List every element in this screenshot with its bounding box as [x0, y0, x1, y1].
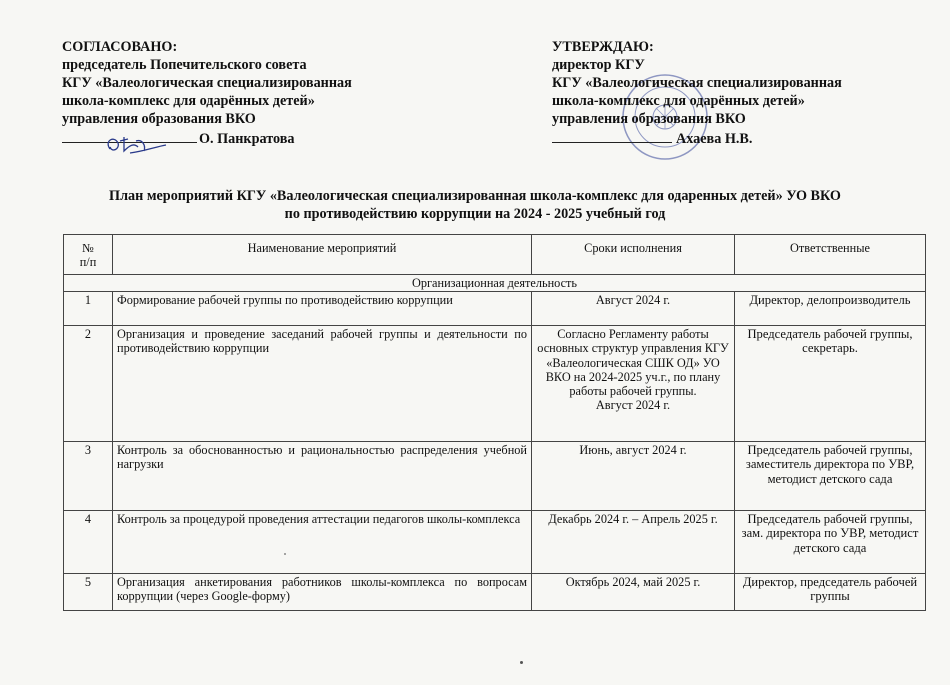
- row-deadline: Согласно Регламенту работы основных структур управления КГУ «Валеологическая СШК ОД» УО ВКО на 2024-2025 уч.г., по плану работы рабочей группы. Август 2024 г.: [532, 326, 735, 442]
- row-deadline: Август 2024 г.: [532, 292, 735, 326]
- agreed-org-line3: управления образования ВКО: [62, 111, 256, 127]
- agreed-position: председатель Попечительского совета: [62, 57, 307, 73]
- row-event-name: Организация анкетирования работников школы-комплекса по вопросам коррупции (через Google-форму): [113, 574, 532, 611]
- row-event-name: Контроль за процедурой проведения аттестации педагогов школы-комплекса: [113, 511, 532, 574]
- section-title: Организационная деятельность: [64, 275, 926, 292]
- handwritten-signature-icon: [100, 131, 170, 159]
- table-row: [64, 292, 926, 326]
- row-number: 3: [64, 442, 113, 511]
- approved-signer: Ахаева Н.В.: [676, 131, 753, 147]
- table-row: [64, 511, 926, 574]
- header-deadline: Сроки исполнения: [532, 235, 735, 275]
- document-title: [40, 187, 910, 223]
- title-line-2: по противодействию коррупции на 2024 - 2025 учебный год: [284, 206, 666, 222]
- row-responsible: Директор, председатель рабочей группы: [735, 574, 926, 611]
- scan-dot: [520, 661, 523, 664]
- row-number: 4: [64, 511, 113, 574]
- row-event-name: Формирование рабочей группы по противодействию коррупции: [113, 292, 532, 326]
- signature-underline: [552, 128, 672, 143]
- header-responsible: Ответственные: [735, 235, 926, 275]
- agreed-label: СОГЛАСОВАНО:: [62, 39, 178, 55]
- approved-org-line2: школа-комплекс для одарённых детей»: [552, 93, 805, 109]
- approved-org-line1: КГУ «Валеологическая специализированная: [552, 75, 842, 91]
- scan-dot: [284, 553, 286, 555]
- row-responsible: Председатель рабочей группы, секретарь.: [735, 326, 926, 442]
- row-responsible: Председатель рабочей группы, заместитель директора по УВР, методист детского сада: [735, 442, 926, 511]
- row-deadline: Июнь, август 2024 г.: [532, 442, 735, 511]
- approved-position: директор КГУ: [552, 57, 645, 73]
- row-number: 2: [64, 326, 113, 442]
- approved-signature-line: [552, 128, 932, 148]
- row-responsible: Председатель рабочей группы, зам. директора по УВР, методист детского сада: [735, 511, 926, 574]
- row-responsible: Директор, делопроизводитель: [735, 292, 926, 326]
- title-line-1: План мероприятий КГУ «Валеологическая специализированная школа-комплекс для одаренных детей» УО ВКО: [109, 188, 841, 204]
- approved-org-line3: управления образования ВКО: [552, 111, 746, 127]
- table-row: [64, 574, 926, 611]
- table-header-row: [64, 235, 926, 275]
- row-number: 1: [64, 292, 113, 326]
- agreed-org-line1: КГУ «Валеологическая специализированная: [62, 75, 352, 91]
- section-row: [64, 275, 926, 292]
- agreed-org-line2: школа-комплекс для одарённых детей»: [62, 93, 315, 109]
- row-event-name: Контроль за обоснованностью и рациональностью распределения учебной нагрузки: [113, 442, 532, 511]
- row-event-name: Организация и проведение заседаний рабочей группы и деятельности по противодействию коррупции: [113, 326, 532, 442]
- approved-label: УТВЕРЖДАЮ:: [552, 39, 654, 55]
- row-deadline: Декабрь 2024 г. – Апрель 2025 г.: [532, 511, 735, 574]
- agreed-signer: О. Панкратова: [199, 131, 295, 147]
- header-event-name: Наименование мероприятий: [113, 235, 532, 275]
- approval-block-right: [552, 38, 932, 148]
- header-number: № п/п: [64, 235, 113, 275]
- table-row: [64, 442, 926, 511]
- row-number: 5: [64, 574, 113, 611]
- action-plan-table: [63, 234, 926, 611]
- row-deadline: Октябрь 2024, май 2025 г.: [532, 574, 735, 611]
- table-row: [64, 326, 926, 442]
